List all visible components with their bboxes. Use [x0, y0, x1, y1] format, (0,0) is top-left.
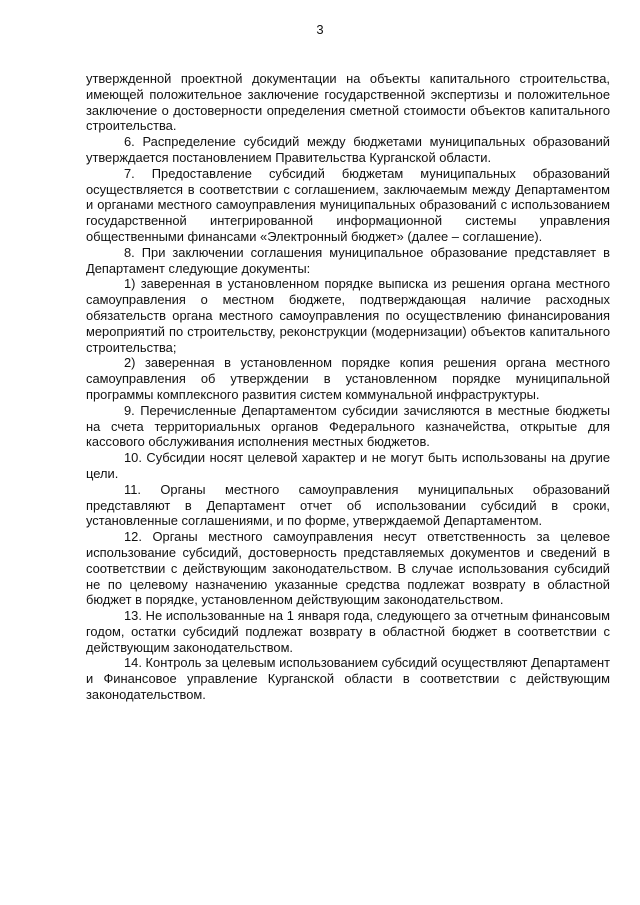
paragraph-subitem-1: 1) заверенная в установленном порядке выписка из решения органа местного самоуправления о местном бюджете, подтверждающая наличие расходных обязательств органа местного самоуправления по осуществлению финансирования мероприятий по строительству, реконструкции (модернизации) объектов капитального строительства;	[86, 276, 610, 355]
paragraph-subitem-2: 2) заверенная в установленном порядке копия решения органа местного самоуправления об утверждении в установленном порядке муниципальной программы комплексного развития систем коммунальной инфраструктуры.	[86, 355, 610, 402]
paragraph-item-8: 8. При заключении соглашения муниципальное образование представляет в Департамент следующие документы:	[86, 244, 610, 276]
paragraph-item-11: 11. Органы местного самоуправления муниципальных образований представляют в Департамент отчет об использовании субсидий в сроки, установленные соглашениями, и по форме, утверждаемой Департаментом.	[86, 481, 610, 529]
paragraph-item-9: 9. Перечисленные Департаментом субсидии зачисляются в местные бюджеты на счета территориальных органов Федерального казначейства, открытые для кассового обслуживания исполнения местных бюджетов.	[86, 402, 610, 450]
paragraph-item-12: 12. Органы местного самоуправления несут ответственность за целевое использование субсидий, достоверность представляемых документов и сведений в соответствии с действующим законодательством. В случае использования субсидий не по целевому назначению указанные средства подлежат возврату в областной бюджет в порядке, установленном действующим законодательством.	[86, 529, 610, 608]
document-body	[86, 71, 610, 703]
paragraph-item-7: 7. Предоставление субсидий бюджетам муниципальных образований осуществляется в соответствии с соглашением, заключаемым между Департаментом и органами местного самоуправления муниципальных образований с использованием государственной интегрированной информационной системы управления общественными финансами «Электронный бюджет» (далее – соглашение).	[86, 165, 610, 244]
paragraph-item-6: 6. Распределение субсидий между бюджетами муниципальных образований утверждается постановлением Правительства Курганской области.	[86, 134, 610, 165]
page-number: 3	[316, 22, 324, 37]
paragraph-item-10: 10. Субсидии носят целевой характер и не могут быть использованы на другие цели.	[86, 450, 610, 481]
paragraph-item-14: 14. Контроль за целевым использованием субсидий осуществляют Департамент и Финансовое управление Курганской области в соответствии с действующим законодательством.	[86, 655, 610, 703]
paragraph-item-13: 13. Не использованные на 1 января года, следующего за отчетным финансовым годом, остатки субсидий подлежат возврату в областной бюджет в соответствии с действующим законодательством.	[86, 608, 610, 655]
paragraph-continuation: утвержденной проектной документации на объекты капитального строительства, имеющей положительное заключение государственной экспертизы и положительное заключение о достоверности определения сметной стоимости объектов капитального строительства.	[86, 71, 610, 134]
